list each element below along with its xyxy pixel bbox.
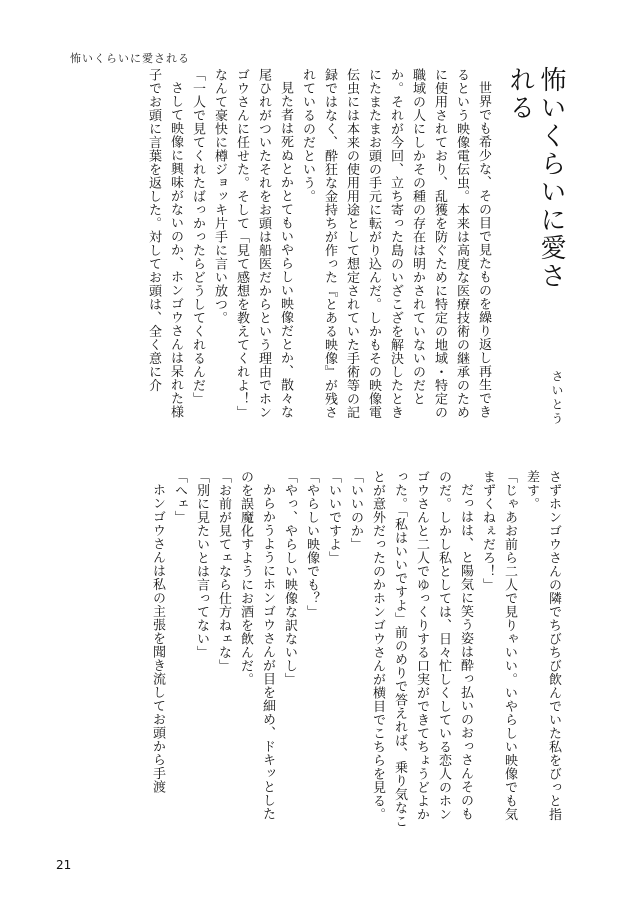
paragraph: 「いいのか」 (348, 470, 363, 551)
paragraph: 見た者は死ぬとかとてもいやらしい映像だとか、散々な尾ひれがついたそれをお頭は船医だからという理由でホンゴウさんに任せた。そして「見て感想を教えてくれよ！」なんて豪快に樽ジョッキ片手に言い放つ。 (212, 68, 293, 419)
author-name: さいとう (550, 370, 564, 426)
paragraph: 「やらしい映像でも？」 (304, 470, 319, 619)
paragraph: 「いいですよ」 (326, 470, 341, 565)
paragraph: 「やっ、やらしい映像な訳ないし」 (282, 470, 297, 686)
paragraph: 「へェ」 (172, 470, 187, 524)
paragraph: 世界でも希少な、その目で見たものを繰り返し再生できるという映像電伝虫。本来は高度な医療技術の継承のために使用されており、乱獲を防ぐために特定の地域・特定の職域の人にしかその種の存在は明かされていないのだとか。それが今回、立ち寄った島のいざこざを解決したときにたまたまお頭の手元に転がり込んだ。しかもその映像電伝虫には本来の使用用途として想定されていた手術等の記録ではなく、酔狂な金持ちが作った『とある映像』が残されているのだという。 (300, 68, 491, 419)
paragraph: 「一人で見てくれたばっかったらどうしてくれるんだ」 (190, 68, 205, 406)
paragraph: 「じゃあお前ら二人で見りゃいい。いやらしい映像でも気まずくねぇだろ！」 (480, 470, 517, 821)
page-number: 21 (56, 858, 72, 872)
paragraph: 「別に見たいとは言ってない」 (194, 470, 209, 659)
paragraph: さして映像に興味がないのか、ホンゴウさんは呆れた様子でお頭に言葉を返した。対してお頭は、全く意に介 (146, 68, 183, 419)
paragraph: ホンゴウさんは私の主張を聞き流してお頭から手渡 (150, 483, 165, 794)
story-title: 怖いくらいに愛される (504, 66, 566, 290)
paragraph: からかうようにホンゴウさんが目を細め、ドキッとしたのを誤魔化すようにお酒を飲んだ。 (238, 470, 275, 821)
paragraph: だっはは、と陽気に笑う姿は酔っ払いのおっさんそのものだ。しかし私としては、日々忙しくしている恋人のホンゴウさんと二人でゆっくりする口実ができてちょうどよかった。「私はいいですよ」前のめりで答えれば、乗り気なことが意外だったのかホンゴウさんが横目でこちらを見る。 (370, 470, 473, 828)
running-header: 怖いくらいに愛される (70, 52, 190, 65)
lower-text-column (59, 470, 564, 832)
paragraph: さずホンゴウさんの隣でちびちび飲んでいた私をびっと指差す。 (524, 470, 561, 821)
upper-text-column (64, 68, 494, 430)
paragraph: 「お前が見てェなら仕方ねェな」 (216, 470, 231, 673)
